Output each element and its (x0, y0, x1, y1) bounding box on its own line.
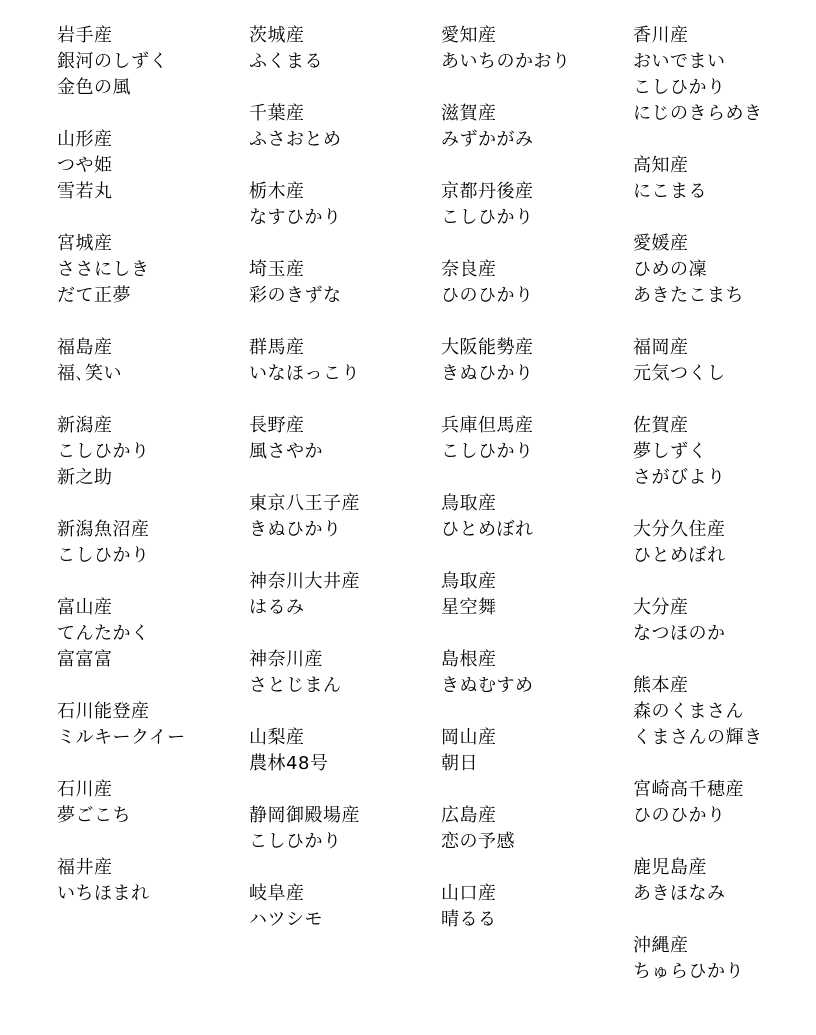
prefecture-label: 福井産 (57, 857, 113, 878)
prefecture-group (441, 647, 631, 699)
prefecture-group (57, 517, 247, 569)
prefecture-group (633, 673, 816, 751)
prefecture-label: 茨城産 (249, 25, 305, 46)
prefecture-label: 大阪能勢産 (441, 337, 534, 358)
prefecture-label: 千葉産 (249, 103, 305, 124)
rice-variety: 朝日 (441, 753, 478, 774)
rice-variety: ひとめぼれ (441, 519, 534, 540)
prefecture-label: 香川産 (633, 25, 689, 46)
rice-variety: ふさおとめ (249, 129, 342, 150)
rice-variety: 金色の風 (57, 77, 131, 98)
rice-variety: だて正夢 (57, 285, 131, 306)
prefecture-label: 高知産 (633, 155, 689, 176)
prefecture-group (249, 881, 439, 933)
prefecture-group (57, 127, 247, 205)
prefecture-group (441, 725, 631, 777)
prefecture-label: 愛媛産 (633, 233, 689, 254)
rice-variety: さがびより (633, 467, 726, 488)
prefecture-label: 宮城産 (57, 233, 113, 254)
prefecture-label: 山梨産 (249, 727, 305, 748)
prefecture-label: 京都丹後産 (441, 181, 534, 202)
prefecture-group (57, 699, 247, 751)
prefecture-group (249, 101, 439, 153)
rice-variety: 星空舞 (441, 597, 497, 618)
prefecture-group (249, 335, 439, 387)
rice-variety: ハツシモ (249, 909, 323, 930)
rice-variety: にじのきらめき (633, 103, 763, 124)
prefecture-group (633, 413, 816, 491)
column-2 (249, 23, 439, 959)
rice-variety: 森のくまさん (633, 701, 744, 722)
rice-variety: こしひかり (249, 831, 342, 852)
rice-variety: 銀河のしずく (57, 51, 168, 72)
prefecture-group (441, 881, 631, 933)
prefecture-group (249, 413, 439, 465)
rice-variety: 夢ごこち (57, 805, 131, 826)
prefecture-group (249, 491, 439, 543)
rice-variety: きぬひかり (441, 363, 534, 384)
rice-variety: きぬひかり (249, 519, 342, 540)
rice-variety: こしひかり (57, 441, 150, 462)
prefecture-label: 兵庫但馬産 (441, 415, 534, 436)
rice-variety: てんたかく (57, 623, 150, 644)
column-3 (441, 23, 631, 959)
rice-variety: きぬむすめ (441, 675, 534, 696)
rice-variety: 恋の予感 (441, 831, 515, 852)
prefecture-label: 鳥取産 (441, 493, 497, 514)
prefecture-label: 山口産 (441, 883, 497, 904)
prefecture-group (441, 413, 631, 465)
rice-variety: ミルキークイー (57, 727, 186, 748)
prefecture-group (633, 777, 816, 829)
rice-variety: あいちのかおり (441, 51, 571, 72)
prefecture-group (441, 257, 631, 309)
rice-variety: さとじまん (249, 675, 342, 696)
prefecture-label: 東京八王子産 (249, 493, 360, 514)
prefecture-label: 鹿児島産 (633, 857, 707, 878)
rice-variety: なすひかり (249, 207, 342, 228)
rice-variety: こしひかり (441, 441, 534, 462)
rice-variety: ひのひかり (441, 285, 534, 306)
prefecture-label: 神奈川大井産 (249, 571, 360, 592)
prefecture-label: 石川能登産 (57, 701, 150, 722)
prefecture-label: 岐阜産 (249, 883, 305, 904)
rice-variety: こしひかり (633, 77, 726, 98)
prefecture-group (633, 595, 816, 647)
prefecture-label: 群馬産 (249, 337, 305, 358)
rice-variety: あきたこまち (633, 285, 744, 306)
prefecture-label: 富山産 (57, 597, 113, 618)
prefecture-group (249, 803, 439, 855)
column-1 (57, 23, 247, 933)
rice-variety: にこまる (633, 181, 707, 202)
rice-variety: ひとめぼれ (633, 545, 726, 566)
prefecture-group (441, 335, 631, 387)
prefecture-label: 山形産 (57, 129, 113, 150)
rice-variety: いなほっこり (249, 363, 360, 384)
prefecture-group (249, 179, 439, 231)
rice-variety: ひのひかり (633, 805, 726, 826)
rice-variety: 福､笑い (57, 363, 122, 384)
prefecture-group (633, 517, 816, 569)
rice-variety: こしひかり (57, 545, 150, 566)
rice-variety: みずかがみ (441, 129, 534, 150)
prefecture-group (249, 257, 439, 309)
rice-variety: 風さやか (249, 441, 323, 462)
prefecture-label: 長野産 (249, 415, 305, 436)
prefecture-label: 静岡御殿場産 (249, 805, 360, 826)
prefecture-group (633, 933, 816, 985)
prefecture-label: 愛知産 (441, 25, 497, 46)
rice-variety: 彩のきずな (249, 285, 342, 306)
prefecture-label: 鳥取産 (441, 571, 497, 592)
prefecture-label: 岡山産 (441, 727, 497, 748)
prefecture-group (249, 725, 439, 777)
prefecture-group (249, 23, 439, 75)
prefecture-label: 埼玉産 (249, 259, 305, 280)
column-4 (633, 23, 816, 1011)
prefecture-label: 熊本産 (633, 675, 689, 696)
prefecture-group (57, 335, 247, 387)
rice-variety: つや姫 (57, 155, 113, 176)
rice-variety: こしひかり (441, 207, 534, 228)
rice-variety: いちほまれ (57, 883, 150, 904)
rice-variety: 新之助 (57, 467, 113, 488)
prefecture-group (633, 23, 816, 127)
prefecture-label: 滋賀産 (441, 103, 497, 124)
rice-variety: くまさんの輝き (633, 727, 763, 748)
rice-variety: 雪若丸 (57, 181, 113, 202)
prefecture-label: 広島産 (441, 805, 497, 826)
rice-variety: ひめの凜 (633, 259, 707, 280)
prefecture-group (57, 23, 247, 101)
prefecture-group (441, 803, 631, 855)
rice-variety: 富富富 (57, 649, 113, 670)
prefecture-group (57, 413, 247, 491)
prefecture-label: 宮崎高千穂産 (633, 779, 744, 800)
prefecture-group (57, 777, 247, 829)
prefecture-group (249, 647, 439, 699)
prefecture-label: 福島産 (57, 337, 113, 358)
prefecture-label: 栃木産 (249, 181, 305, 202)
rice-variety: なつほのか (633, 623, 726, 644)
rice-variety: ふくまる (249, 51, 323, 72)
prefecture-label: 石川産 (57, 779, 113, 800)
prefecture-group (249, 569, 439, 621)
prefecture-group (441, 179, 631, 231)
prefecture-label: 新潟産 (57, 415, 113, 436)
prefecture-label: 奈良産 (441, 259, 497, 280)
prefecture-group (633, 335, 816, 387)
prefecture-label: 福岡産 (633, 337, 689, 358)
prefecture-group (57, 855, 247, 907)
prefecture-group (633, 231, 816, 309)
rice-variety: 晴るる (441, 909, 497, 930)
rice-variety: あきほなみ (633, 883, 726, 904)
rice-variety: ちゅらひかり (633, 961, 744, 982)
prefecture-label: 新潟魚沼産 (57, 519, 150, 540)
prefecture-group (441, 101, 631, 153)
prefecture-label: 岩手産 (57, 25, 113, 46)
rice-variety: 夢しずく (633, 441, 707, 462)
prefecture-group (57, 595, 247, 673)
prefecture-label: 大分久住産 (633, 519, 726, 540)
prefecture-label: 神奈川産 (249, 649, 323, 670)
prefecture-label: 沖縄産 (633, 935, 689, 956)
prefecture-group (633, 153, 816, 205)
prefecture-label: 大分産 (633, 597, 689, 618)
prefecture-group (57, 231, 247, 309)
prefecture-label: 島根産 (441, 649, 497, 670)
prefecture-group (441, 491, 631, 543)
rice-variety: おいでまい (633, 51, 726, 72)
prefecture-group (441, 569, 631, 621)
rice-variety: はるみ (249, 597, 305, 618)
prefecture-label: 佐賀産 (633, 415, 689, 436)
rice-variety: 農林48号 (249, 753, 329, 774)
rice-variety: 元気つくし (633, 363, 726, 384)
prefecture-group (633, 855, 816, 907)
rice-variety: ささにしき (57, 259, 150, 280)
prefecture-group (441, 23, 631, 75)
